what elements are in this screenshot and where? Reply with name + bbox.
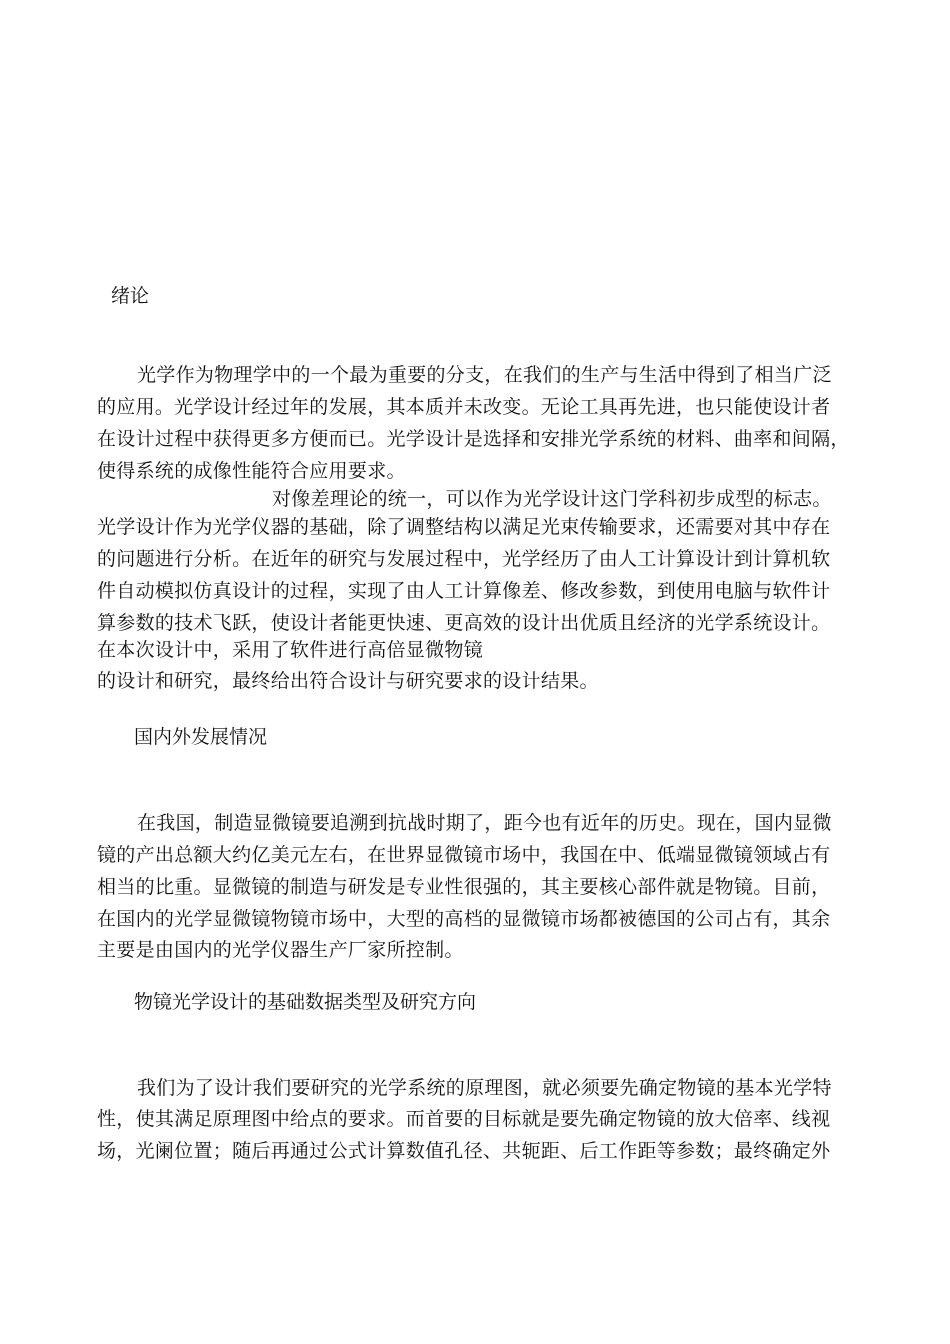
heading-basics: 物镜光学设计的基础数据类型及研究方向	[134, 991, 477, 1013]
paragraph-line: 在本次设计中，采用了软件进行高倍显微物镜	[97, 639, 484, 661]
paragraph-line: 在设计过程中获得更多方便而已。光学设计是选择和安排光学系统的材料、曲率和间隔，	[97, 428, 850, 450]
paragraph-line: 在国内的光学显微镜物镜市场中，大型的高档的显微镜市场都被德国的公司占有，其余	[97, 908, 831, 930]
paragraph-line: 场，光阑位置；随后再通过公式计算数值孔径、共轭距、后工作距等参数；最终确定外	[97, 1140, 831, 1162]
paragraph-line: 光学作为物理学中的一个最为重要的分支，在我们的生产与生活中得到了相当广泛	[137, 364, 832, 386]
paragraph-line: 我们为了设计我们要研究的光学系统的原理图，就必须要先确定物镜的基本光学特	[137, 1077, 832, 1099]
paragraph-line: 算参数的技术飞跃，使设计者能更快速、更高效的设计出优质且经济的光学系统设计。	[97, 612, 831, 634]
paragraph-line: 相当的比重。显微镜的制造与研发是专业性很强的，其主要核心部件就是物镜。目前，	[97, 876, 831, 898]
heading-intro: 绪论	[111, 285, 150, 307]
paragraph-line: 的设计和研究，最终给出符合设计与研究要求的设计结果。	[97, 670, 599, 692]
paragraph-line: 光学设计作为光学仪器的基础，除了调整结构以满足光束传输要求，还需要对其中存在	[97, 516, 831, 538]
paragraph-line: 主要是由国内的光学仪器生产厂家所控制。	[97, 939, 464, 961]
paragraph-line: 在我国，制造显微镜要追溯到抗战时期了，距今也有近年的历史。现在，国内显微	[137, 812, 832, 834]
paragraph-line: 镜的产出总额大约亿美元左右，在世界显微镜市场中，我国在中、低端显微镜领域占有	[97, 844, 831, 866]
paragraph-line: 件自动模拟仿真设计的过程，实现了由人工计算像差、修改参数，到使用电脑与软件计	[97, 580, 831, 602]
heading-domestic: 国内外发展情况	[134, 726, 268, 748]
paragraph-line: 性，使其满足原理图中给点的要求。而首要的目标就是要先确定物镜的放大倍率、线视	[97, 1108, 831, 1130]
paragraph-line: 的应用。光学设计经过年的发展，其本质并未改变。无论工具再先进，也只能使设计者	[97, 396, 831, 418]
paragraph-line: 的问题进行分析。在近年的研究与发展过程中，光学经历了由人工计算设计到计算机软	[97, 548, 831, 570]
paragraph-line: 使得系统的成像性能符合应用要求。	[97, 460, 406, 482]
paragraph-line: 对像差理论的统一，可以作为光学设计这门学科初步成型的标志。	[272, 488, 832, 510]
